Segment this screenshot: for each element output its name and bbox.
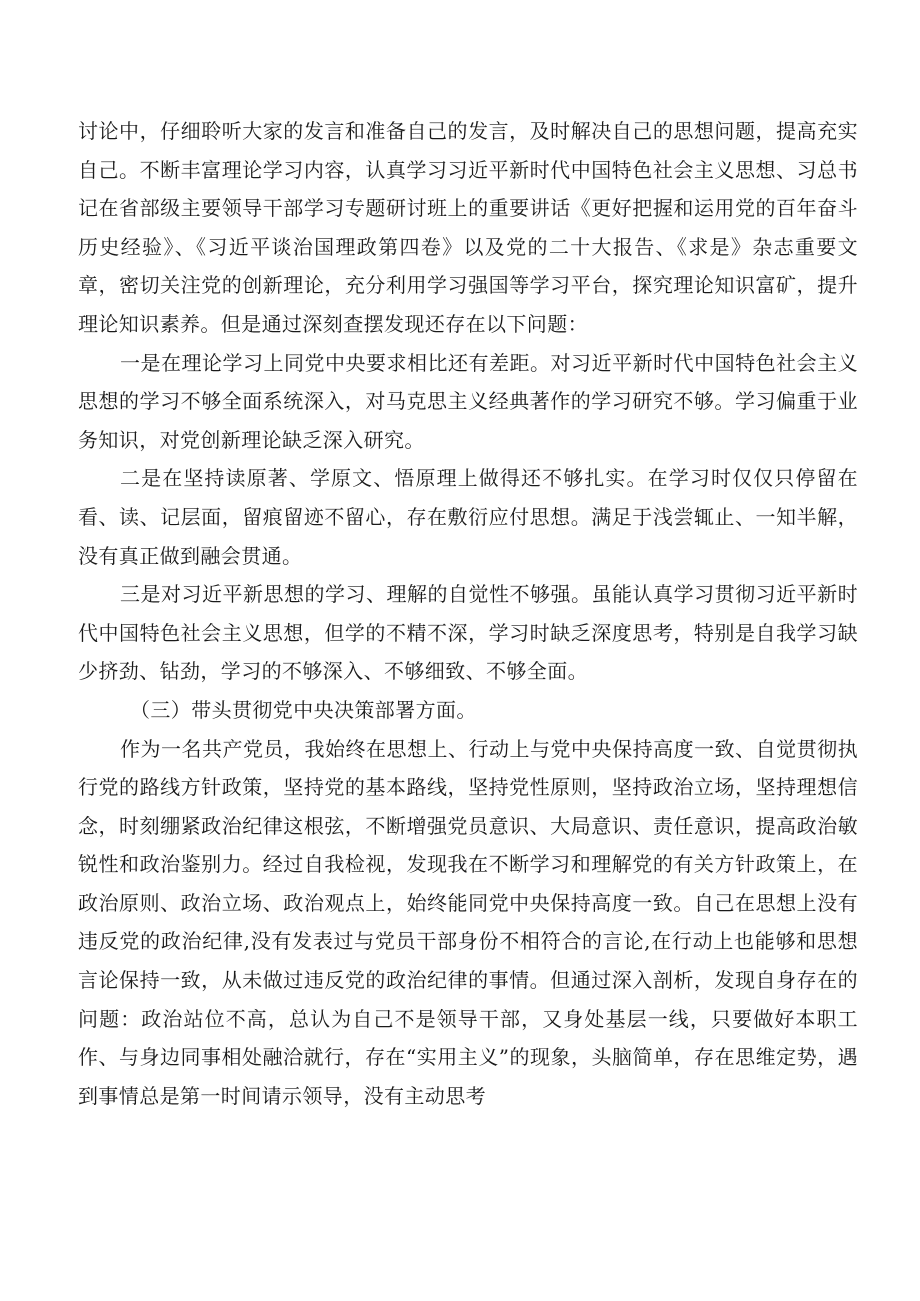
section-heading: （三）带头贯彻党中央决策部署方面。 (130, 697, 477, 722)
document-page (78, 112, 858, 1115)
paragraph-continuation: 讨论中，仔细聆听大家的发言和准备自己的发言，及时解决自己的思想问题，提高充实自己。不断丰富理论学习内容，认真学习习近平新时代中国特色社会主义思想、习总书记在省部级主要领导干部学习专题研讨班上的重要讲话《更好把握和运用党的百年奋斗历史经验》、《习近平谈治国理政第四卷》以及党的二十大报告、《求是》杂志重要文章，密切关注党的创新理论，充分利用学习强国等学习平台，探究理论知识富矿，提升理论知识素养。但是通过深刻查摆发现还存在以下问题： (78, 119, 858, 336)
paragraph-section-body: 作为一名共产党员，我始终在思想上、行动上与党中央保持高度一致、自觉贯彻执行党的路线方针政策，坚持党的基本路线，坚持党性原则，坚持政治立场，坚持理想信念，时刻绷紧政治纪律这根弦，不断增强党员意识、大局意识、责任意识，提高政治敏锐性和政治鉴别力。经过自我检视，发现我在不断学习和理解党的有关方针政策上，在政治原则、政治立场、政治观点上，始终能同党中央保持高度一致。自己在思想上没有违反党的政治纪律,没有发表过与党员干部身份不相符合的言论,在行动上也能够和思想言论保持一致，从未做过违反党的政治纪律的事情。但通过深入剖析，发现自身存在的问题：政治站位不高，总认为自己不是领导干部，又身处基层一线，只要做好本职工作、与身边同事相处融洽就行，存在“实用主义”的现象，头脑简单，存在思维定势，遇到事情总是第一时间请示领导，没有主动思考 (78, 736, 858, 1108)
paragraph-problem-one: 一是在理论学习上同党中央要求相比还有差距。对习近平新时代中国特色社会主义思想的学习不够全面系统深入，对马克思主义经典著作的学习研究不够。学习偏重于业务知识，对党创新理论缺乏深入研究。 (78, 350, 858, 452)
paragraph-problem-three: 三是对习近平新思想的学习、理解的自觉性不够强。虽能认真学习贯彻习近平新时代中国特色社会主义思想，但学的不精不深，学习时缺乏深度思考，特别是自我学习缺少挤劲、钻劲，学习的不够深入、不够细致、不够全面。 (78, 582, 858, 684)
paragraph-problem-two: 二是在坚持读原著、学原文、悟原理上做得还不够扎实。在学习时仅仅只停留在看、读、记层面，留痕留迹不留心，存在敷衍应付思想。满足于浅尝辄止、一知半解，没有真正做到融会贯通。 (78, 466, 858, 568)
